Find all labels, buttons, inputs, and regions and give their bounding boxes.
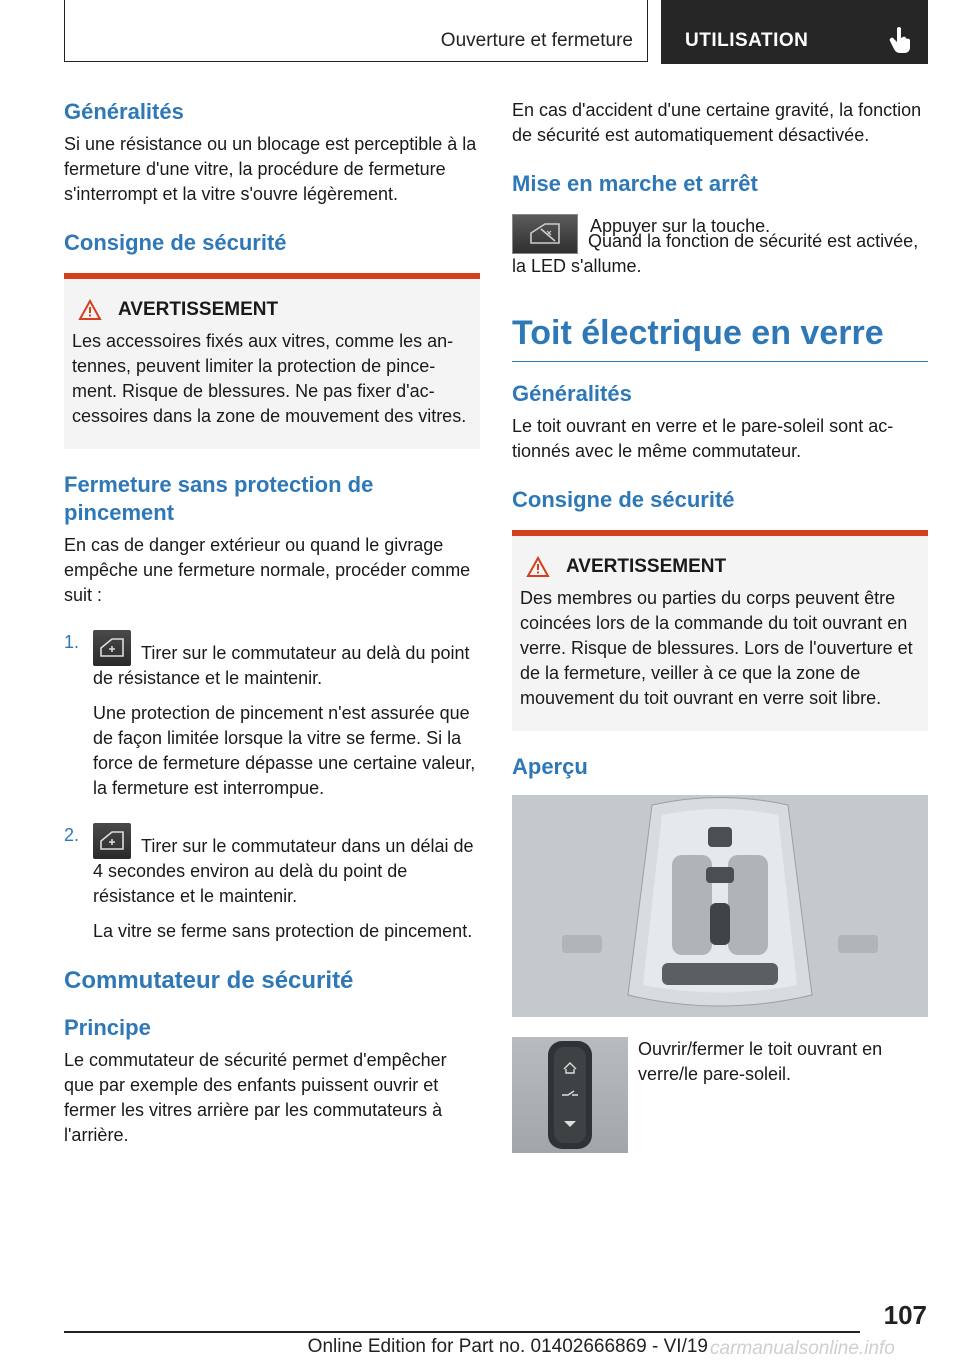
warning-label: AVERTISSEMENT	[118, 299, 279, 320]
section-title: Ouverture et fermeture	[440, 30, 633, 51]
edition-text: Online Edition for Part no. 01402666869 - VI/19	[307, 1336, 708, 1357]
warning-box	[64, 273, 480, 449]
step-1-text: Tirer sur le commutateur au delà du point de résistance et le maintenir.	[93, 643, 470, 688]
mise-text-2: Quand la fonction de sécurité est activée, la LED s'allume.	[512, 231, 919, 276]
watermark-logo: carmanualsonline.info	[710, 1338, 895, 1359]
heading-consigne: Consigne de sécurité	[64, 230, 287, 255]
safety-switch-button-icon	[512, 214, 578, 254]
step-number: 1.	[64, 632, 80, 652]
warning-triangle-icon	[526, 556, 550, 578]
left-column	[64, 98, 480, 1148]
warning-triangle-icon	[78, 299, 102, 321]
page-number: 107	[883, 1300, 927, 1330]
step-number: 2.	[64, 825, 80, 845]
heading-mise-en-marche: Mise en marche et arrêt	[512, 171, 758, 196]
heading-consigne-toit: Consigne de sécurité	[512, 487, 735, 512]
heading-principe: Principe	[64, 1015, 151, 1040]
switch-caption: Ouvrir/fermer le toit ouvrant en verre/le pare-soleil.	[638, 1039, 883, 1084]
chapter-tab[interactable]	[661, 0, 928, 64]
heading-fermeture: Fermeture sans protection de pincement	[64, 472, 374, 525]
principe-text: Le commutateur de sécurité permet d'empêcher que par exemple des enfants puissent ouvrir et fermer les vitres arrière par les commutateurs à l'arrière.	[64, 1050, 447, 1145]
accident-text: En cas d'accident d'une certaine gravité, la fonction de sécurité est automatiquement désactivée.	[512, 100, 922, 145]
heading-commutateur: Commutateur de sécurité	[64, 967, 354, 994]
mise-text-1: Appuyer sur la touche.	[590, 216, 771, 236]
step-1-note: Une protection de pincement n'est assurée que de façon limitée lorsque la vitre se ferme. Si la force de fermeture dépasse une certaine valeur, la fermeture est interrompue.	[93, 703, 476, 798]
step-2-text: Tirer sur le commutateur dans un délai de 4 secondes environ au delà du point de résistance et le maintenir.	[93, 836, 474, 906]
heading-apercu: Aperçu	[512, 754, 588, 779]
warning-label: AVERTISSEMENT	[566, 556, 727, 577]
footer-divider	[64, 1331, 860, 1333]
heading-generalites-toit: Généralités	[512, 381, 632, 406]
window-switch-icon	[93, 823, 131, 859]
warning-text-toit: Des membres ou parties du corps peuvent être coincées lors de la commande du toit ouvrant en verre. Risque de blessures. Lors de l'ouverture et de la fermeture, veiller à ce que la zone de mouvement du toit ouvrant en verre soit libre.	[520, 588, 913, 708]
roof-console-photo	[512, 795, 928, 1017]
fermeture-text: En cas de danger extérieur ou quand le givrage empêche une fermeture normale, procéder comme suit :	[64, 535, 471, 605]
step-1	[64, 630, 480, 801]
right-column	[512, 98, 928, 1153]
toit-generalites-text: Le toit ouvrant en verre et le pare-soleil sont actionnés avec le même commutateur.	[512, 416, 894, 461]
window-switch-icon	[93, 630, 131, 666]
page-header	[64, 0, 928, 64]
step-2-note: La vitre se ferme sans protection de pincement.	[93, 921, 473, 941]
generalites-text: Si une résistance ou un blocage est perceptible à la fermeture d'une vitre, la procédure de fermeture s'interrompt et la vitre s'ouvre légèrement.	[64, 134, 477, 204]
section-header-box	[64, 0, 648, 62]
heading-generalites: Généralités	[64, 99, 184, 124]
chapter-label: UTILISATION	[685, 30, 809, 51]
warning-text: Les accessoires fixés aux vitres, comme les antennes, peuvent limiter la protection de pincement. Risque de blessures. Ne pas fixer d'accessoires dans la zone de mouvement des vitres.	[72, 331, 467, 426]
warning-box-toit	[512, 530, 928, 731]
heading-toit-electrique: Toit électrique en verre	[512, 311, 928, 362]
roof-switch-photo	[512, 1037, 628, 1153]
hand-pointer-icon	[889, 26, 913, 54]
step-2	[64, 823, 480, 944]
